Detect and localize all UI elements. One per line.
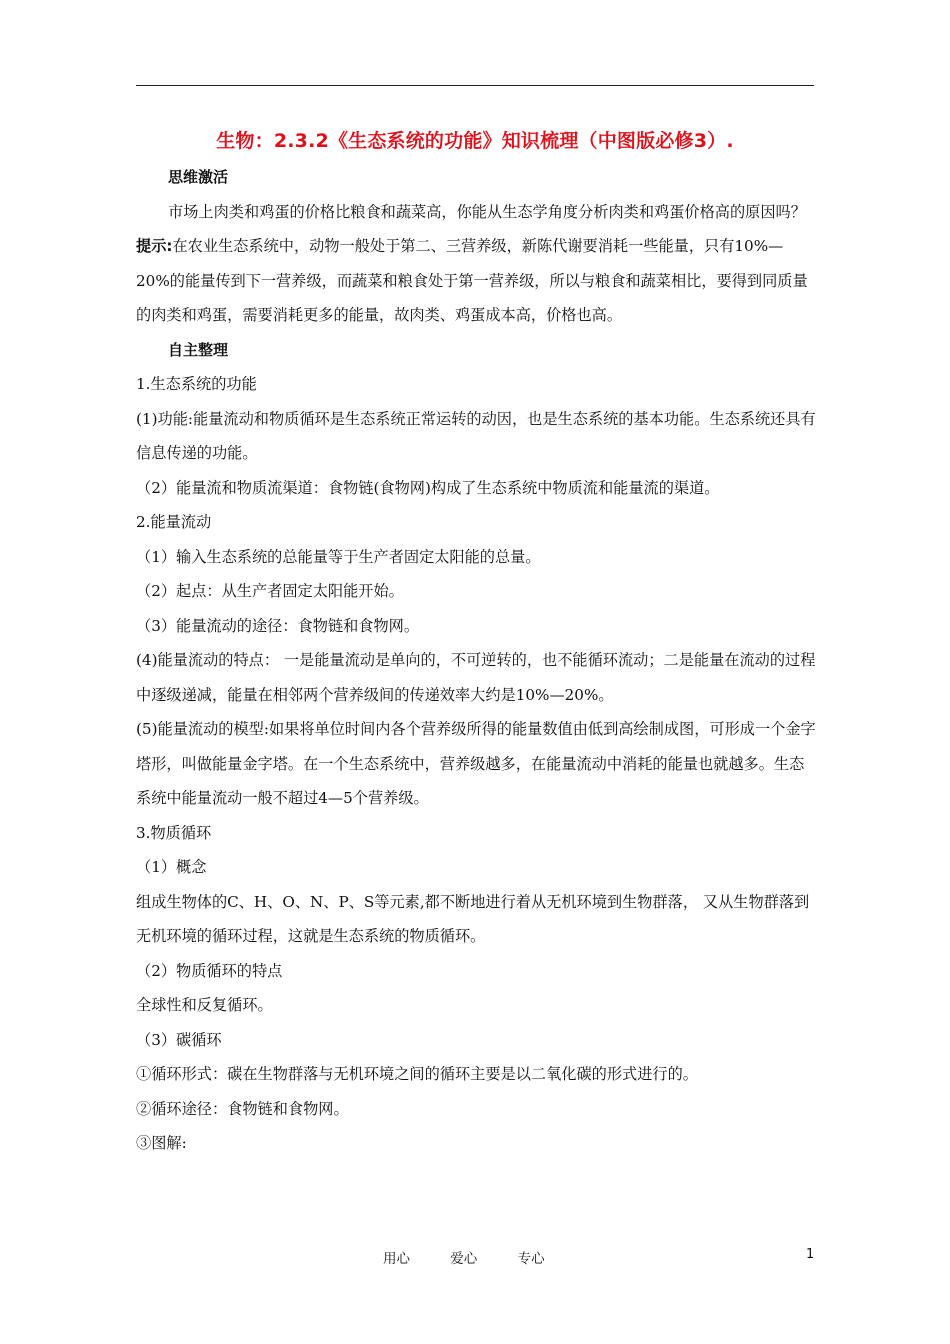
item-cycle-form: ①循环形式：碳在生物群落与无机环境之间的循环主要是以二氧化碳的形式进行的。 [136,1065,698,1083]
hint-label: 提示: [136,237,173,255]
paragraph-function: (1)功能:能量流动和物质循环是生态系统正常运转的动因，也是生态系统的基本功能。生态系统还具有信息传递的功能。 [136,409,816,462]
section-heading-thinking: 思维激活 [168,168,229,186]
topic-heading-functions: 1.生态系统的功能 [136,375,257,393]
paragraph-concept: 组成生物体的C、H、O、N、P、S等元素,都不断地进行着从无机环境到生物群落， 又从生物群落到无机环境的循环过程，这就是生态系统的物质循环。 [136,892,810,945]
header-rule [136,85,814,86]
paragraph-energy-input: （1）输入生态系统的总能量等于生产者固定太阳能的总量。 [136,547,541,566]
document-body [136,160,816,1161]
footer-mottos [383,1247,581,1267]
hint-text: 在农业生态系统中，动物一般处于第二、三营养级，新陈代谢要消耗一些能量，只有10%—20%的能量传到下一营养级，而蔬菜和粮食处于第一营养级，所以与粮食和蔬菜相比，要得到同质量的肉类和鸡蛋，需要消耗更多的能量，故肉类、鸡蛋成本高，价格也高。 [136,237,808,324]
footer-motto: 专心 [517,1251,545,1267]
page-number: 1 [806,1247,815,1262]
page-title: 生物：2.3.2《生态系统的功能》知识梳理（中图版必修3）. [216,130,734,152]
footer-motto: 爱心 [450,1251,478,1267]
paragraph-cycle-features: 全球性和反复循环。 [136,996,273,1014]
paragraph-characteristics: (4)能量流动的特点： 一是能量流动是单向的，不可逆转的，也不能循环流动；二是能量在流动的过程中逐级递减，能量在相邻两个营养级间的传递效率大约是10%—20%。 [136,651,816,704]
subheading-carbon-cycle: （3）碳循环 [136,1030,222,1049]
paragraph-pathway: （3）能量流动的途径：食物链和食物网。 [136,616,420,635]
topic-heading-energy-flow: 2.能量流动 [136,513,212,531]
hint-paragraph [136,229,816,333]
paragraph-model: (5)能量流动的模型:如果将单位时间内各个营养级所得的能量数值由低到高绘制成图，可形成一个金字塔形，叫做能量金字塔。在一个生态系统中，营养级越多，在能量流动中消耗的能量也就越多。生态系统中能量流动一般不超过4—5个营养级。 [136,720,816,807]
question-paragraph: 市场上肉类和鸡蛋的价格比粮食和蔬菜高，你能从生态学角度分析肉类和鸡蛋价格高的原因吗？ [168,202,806,221]
footer-motto: 用心 [383,1251,410,1267]
paragraph-start-point: （2）起点：从生产者固定太阳能开始。 [136,582,404,600]
section-heading-self-study: 自主整理 [168,340,229,359]
item-diagram-label: ③图解: [136,1134,187,1152]
subheading-cycle-features: （2）物质循环的特点 [136,961,283,980]
subheading-concept: （1）概念 [136,858,207,876]
topic-heading-material-cycle: 3.物质循环 [136,823,212,842]
paragraph-channels: （2）能量流和物质流渠道：食物链(食物网)构成了生态系统中物质流和能量流的渠道。 [136,478,720,497]
item-cycle-path: ②循环途径：食物链和食物网。 [136,1099,349,1118]
